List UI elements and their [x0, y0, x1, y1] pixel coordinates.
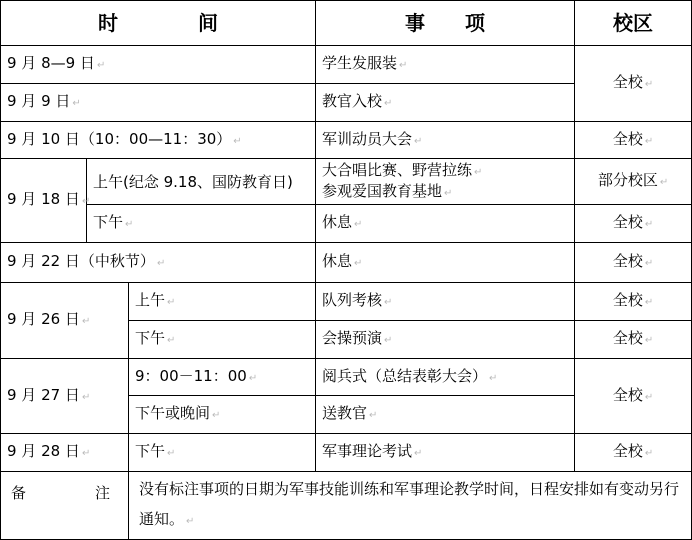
item-cell: 队列考核 ↵ — [316, 283, 575, 321]
time-cell: 下午或晚间 ↵ — [129, 396, 316, 434]
item-cell: 教官入校 ↵ — [316, 84, 575, 122]
date-cell: 9 月 9 日 ↵ — [1, 84, 316, 122]
time-cell: 下午 ↵ — [129, 434, 316, 472]
time-cell: 上午 ↵ — [129, 283, 316, 321]
date-cell: 9 月 8—9 日 ↵ — [1, 46, 316, 84]
date-cell: 9 月 22 日（中秋节） ↵ — [1, 243, 316, 283]
notes-text: 没有标注事项的日期为军事技能训练和军事理论教学时间，日程安排如有变动另行通知。 ↵ — [129, 472, 692, 540]
item-cell: 送教官 ↵ — [316, 396, 575, 434]
campus-cell: 全校 ↵ — [575, 359, 692, 434]
item-cell: 军事理论考试 ↵ — [316, 434, 575, 472]
item-cell: 学生发服装 ↵ — [316, 46, 575, 84]
item-cell: 大合唱比赛、野营拉练 ↵ 参观爱国教育基地 ↵ — [316, 159, 575, 205]
date-cell: 9 月 18 日 ↵ — [1, 159, 87, 243]
date-cell: 9 月 26 日 ↵ — [1, 283, 129, 359]
notes-label: 备 注 — [1, 472, 129, 540]
date-cell: 9 月 10 日（10：00—11：30） ↵ — [1, 122, 316, 159]
time-cell: 下午 ↵ — [87, 205, 316, 243]
campus-cell: 全校 ↵ — [575, 205, 692, 243]
item-cell: 休息 ↵ — [316, 243, 575, 283]
date-cell: 9 月 27 日 ↵ — [1, 359, 129, 434]
table-row — [1, 283, 692, 321]
header-row — [1, 1, 692, 46]
campus-cell: 全校 ↵ — [575, 46, 692, 122]
campus-cell: 全校 ↵ — [575, 283, 692, 321]
time-cell: 9：00－11：00 ↵ — [129, 359, 316, 396]
campus-cell: 全校 ↵ — [575, 243, 692, 283]
campus-cell: 全校 ↵ — [575, 122, 692, 159]
table-row — [1, 434, 692, 472]
date-cell: 9 月 28 日 ↵ — [1, 434, 129, 472]
item-cell: 阅兵式（总结表彰大会） ↵ — [316, 359, 575, 396]
item-cell: 军训动员大会 ↵ — [316, 122, 575, 159]
table-row — [1, 122, 692, 159]
item-cell: 休息 ↵ — [316, 205, 575, 243]
campus-cell: 全校 ↵ — [575, 321, 692, 359]
time-cell: 上午(纪念 9.18、国防教育日) — [87, 159, 316, 205]
table-row — [1, 159, 692, 205]
table-row — [1, 46, 692, 84]
table-row — [1, 359, 692, 396]
header-item: 事 项 — [316, 1, 575, 46]
table-row — [1, 205, 692, 243]
table-row — [1, 243, 692, 283]
campus-cell: 全校 ↵ — [575, 434, 692, 472]
time-cell: 下午 ↵ — [129, 321, 316, 359]
item-cell: 会操预演 ↵ — [316, 321, 575, 359]
notes-row — [1, 472, 692, 540]
header-campus: 校区 — [575, 1, 692, 46]
header-time: 时 间 — [1, 1, 316, 46]
campus-cell: 部分校区 ↵ — [575, 159, 692, 205]
